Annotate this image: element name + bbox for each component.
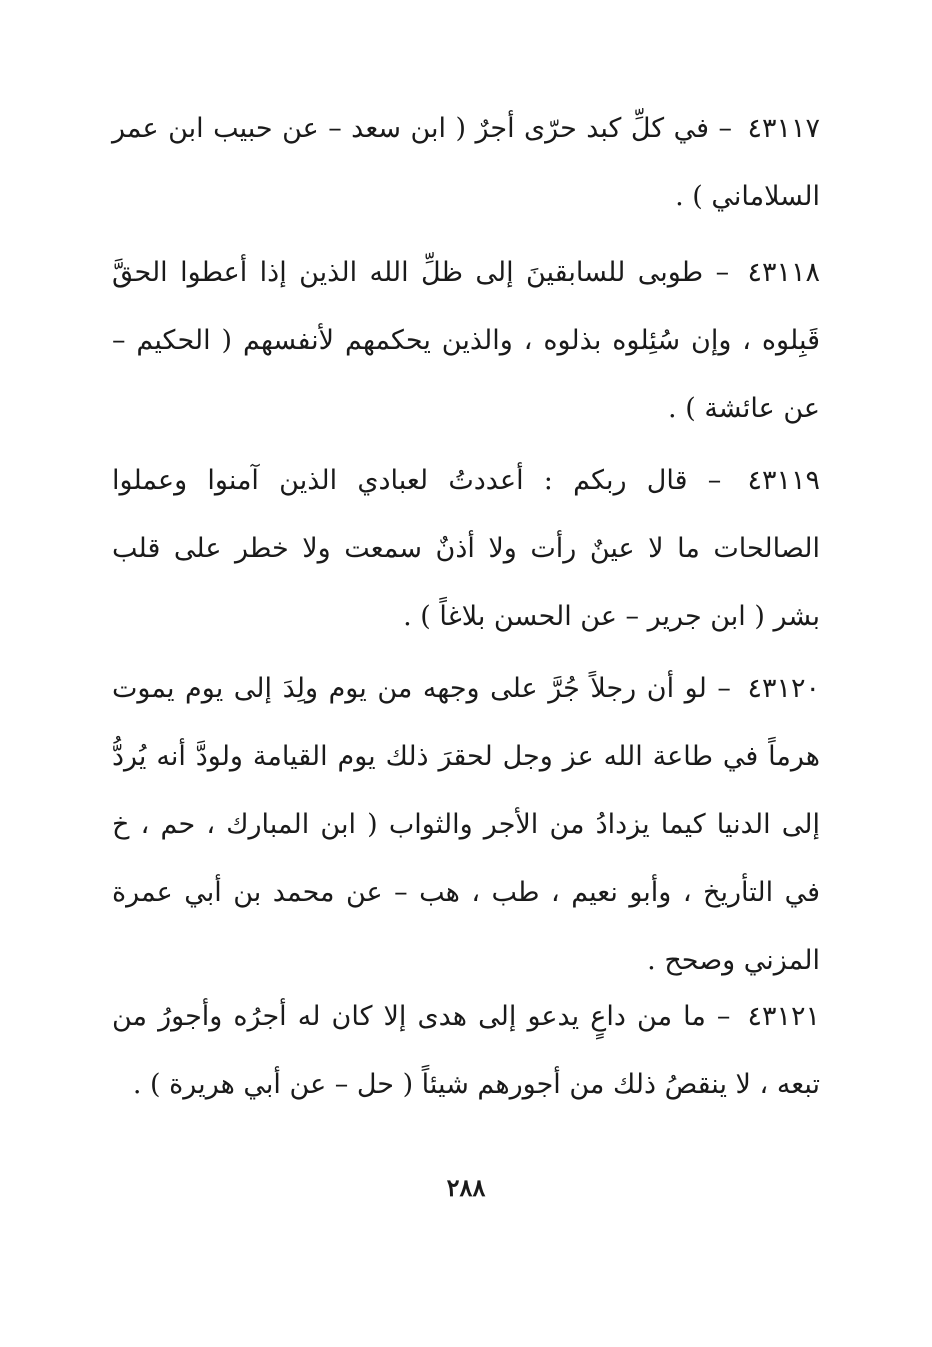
hadith-entry xyxy=(112,239,820,443)
hadith-number: ٤٣١١٧ xyxy=(747,113,820,144)
page-number: ٢٨٨ xyxy=(446,1173,486,1202)
separator: – xyxy=(705,1001,742,1032)
separator: – xyxy=(709,113,742,144)
hadith-entry xyxy=(112,447,820,651)
hadith-number: ٤٣١٢٠ xyxy=(747,673,820,704)
hadith-text: ما من داعٍ يدعو إلى هدى إلا كان له أجرُه وأجورُ من تبعه ، لا ينقصُ ذلك من أجورهم شيئاً ( حل – عن أبي هريرة ) . xyxy=(112,1001,820,1100)
separator: – xyxy=(703,257,742,288)
hadith-entry xyxy=(112,655,820,995)
hadith-number: ٤٣١١٩ xyxy=(747,465,820,496)
hadith-text: طوبى للسابقينَ إلى ظلِّ الله الذين إذا أعطوا الحقَّ قَبِلوه ، وإن سُئِلوه بذلوه ، والذين يحكمهم لأنفسهم ( الحكيم – عن عائشة ) . xyxy=(112,257,820,424)
hadith-number: ٤٣١٢١ xyxy=(747,1001,821,1032)
hadith-text: في كلِّ كبد حرّى أجرٌ ( ابن سعد – عن حبيب ابن عمر السلاماني ) . xyxy=(112,113,820,212)
hadith-text: لو أن رجلاً جُرَّ على وجهه من يوم ولِدَ إلى يوم يموت هرماً في طاعة الله عز وجل لحقرَ ذلك يوم القيامة ولودَّ أنه يُردُّ إلى الدنيا كيما يزدادُ من الأجر والثواب ( ابن المبارك ، حم ، خ في التأريخ ، وأبو نعيم ، طب ، هب – عن محمد بن أبي عمرة المزني وصحح . xyxy=(112,673,820,976)
separator: – xyxy=(687,465,742,496)
separator: – xyxy=(706,673,742,704)
hadith-text: قال ربكم : أعددتُ لعبادي الذين آمنوا وعملوا الصالحات ما لا عينٌ رأت ولا أذنٌ سمعت ولا خطر على قلب بشر ( ابن جرير – عن الحسن بلاغاً ) . xyxy=(112,465,820,632)
hadith-number: ٤٣١١٨ xyxy=(747,257,820,288)
hadith-entry xyxy=(112,983,820,1119)
hadith-entry xyxy=(112,95,820,231)
